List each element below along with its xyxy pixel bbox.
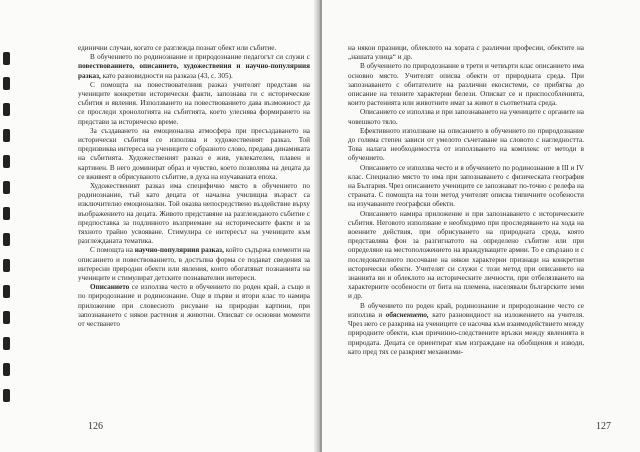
text-run: се използва често в обучението по роден край, а също и по природознание и родинознание. Още в първи и втори клас то намира приложение при словесното рисуване на природни картини, при запознаването с някои растения и животни. Описват се основни моменти от честването: [78, 283, 310, 329]
text-run: на някои празници, облеклото на хората с различни професии, обектите на „нашата улица“ и др.: [348, 44, 584, 62]
binding-hole: [3, 129, 10, 142]
text-run: като разновидности на разказа (43, с. 305).: [100, 71, 233, 80]
text-run: който съдържа елементи на описанието и повествованието, в достъпна форма се подават сведения за интересни природни обекти или явления, които обогатяват познанията на учениците и стимулират детските познавателни интереси.: [78, 246, 310, 283]
text-run: За създаването на емоционална атмосфера при пресъздаването на исторически събития се използва и художественият разказ. Той предизвиква интереса на учениците с образното слово, предава динамиката на събитията. Художественият разказ е жив, увлекателен, плавен и картинен. В него доминират образ и чувство, което позволява на децата да се вживеят в обрисуваното събитие, в духа на изучаваната епоха.: [78, 126, 310, 181]
text-run: като разновидност на изложението на учителя. Чрез него се разкрива на учениците се насочва към взаимодействието между природните обекти, към причинно-следствените връзки между явленията в природата. Децата се ориентират към изграждане на обобщения и изводи, като пред тях се разкрият механизми-: [348, 310, 585, 356]
text-run: Описанието се използва и при запознаването на учениците с органите на човешкото тяло.: [348, 108, 584, 126]
text-run: В обучението по родинознание и природознание педагогът си служи с: [90, 53, 310, 62]
text-run: Описанието намира приложение и при запознаването с историческите събития. Неговото използване е необходимо при проследяването на хода на военните действия, при обрисуването на природната среда, която представлява фон за разгигнатото на определено събитие или при определяне на местоположението на враждуващите армии. То е свързано и с последователното посочване на някои характерни признаци на конкретни исторически обекти. Учителят си служи с този метод при описанието на знанията ви и облеклото на историческите личности, при отбелязването на характерните особености от бита на племена, населявали българските земи и др.: [348, 209, 584, 301]
spiral-binding: [0, 0, 18, 452]
text-run: В обучението по роден край, родинознание и природознание често се използва и: [348, 301, 584, 319]
text-run: Описанието се използва често и в обучението по родинознание в III и IV клас. Специално място то има при запознаването с физическата география на България. Чрез описанието учениците се запознават по-точно с релефа на страната. С помощта на този метод учителят описва типичните особености на изучаваните географски обекти.: [348, 163, 584, 209]
text-run: С помощта на повествователния разказ учителят представя на учениците конкретни исторически факти, запознава ги с исторические събития и явления. Използването на повествованието дава възможност да се проследи хронологията на събитията, което улеснява формирането на представи за историческо време.: [78, 80, 310, 126]
paragraph: [78, 246, 310, 283]
binding-hole: [3, 181, 10, 194]
paragraph: [78, 53, 310, 81]
paragraph: [348, 302, 584, 357]
paragraph: [78, 127, 310, 182]
paragraph: [78, 283, 310, 329]
binding-hole: [3, 285, 10, 298]
binding-hole: [3, 233, 10, 246]
binding-hole: [3, 103, 10, 116]
right-page-text: [348, 44, 584, 357]
right-page: [322, 0, 640, 452]
binding-hole: [3, 207, 10, 220]
left-page-number: 126: [88, 421, 103, 432]
binding-hole: [3, 52, 10, 65]
binding-hole: [3, 155, 10, 168]
left-page: [0, 0, 318, 452]
italic-term: обяснението,: [385, 310, 429, 319]
binding-hole: [3, 311, 10, 324]
text-run: Ефективното използване на описанието в обучението по природознание до голяма степен зависи от умелото съчетаване на словото с нагледността. Това налага необходимостта от използването на комплекс от методи в обучението.: [348, 126, 584, 163]
paragraph: [348, 210, 584, 302]
text-run: Художественият разказ има специфично място в обучението по родинознание, тъй като децата от начална училищна възраст са изключително емоционални. Той оказва непосредствено въздействие върху въображението на децата. Живото представяне на разглежданото събитие с предпоставка за подлинното възприемане на историческите факти и за тяхното трайно усвояване. Стимулира се интересът на учениците към разглежданата тематика.: [78, 182, 310, 246]
left-page-text: [78, 44, 310, 329]
paragraph: [348, 108, 584, 126]
binding-hole: [3, 389, 10, 402]
binding-hole: [3, 259, 10, 272]
paragraph: [348, 164, 584, 210]
binding-hole: [3, 337, 10, 350]
bold-term: научно-популярния разказ,: [134, 246, 224, 255]
bold-term: Описанието: [90, 283, 130, 292]
paragraph: [348, 62, 584, 108]
paragraph: [348, 127, 584, 164]
binding-hole: [3, 363, 10, 376]
paragraph: [348, 44, 584, 62]
binding-hole: [3, 77, 10, 90]
paragraph: [78, 81, 310, 127]
bold-term: повествованието, описанието, художествения и научно-популярния разказ,: [78, 62, 310, 80]
text-run: В обучението по природознание в трети и четвърти клас описанието има основно място. Учителят описва обекти от природната среда. При запознаването с обитателите на различни екосистеми, се прибягва до описание на техните характерни белези. Описват се и приспособленията, които растенията или животните имат за живот в съответната среда.: [348, 62, 584, 108]
text-run: единични случаи, когато се разглежда познат обект или събитие.: [78, 44, 277, 52]
paragraph: [78, 182, 310, 246]
text-run: С помощта на: [90, 246, 135, 255]
paragraph: [78, 44, 310, 53]
right-page-number: 127: [596, 421, 611, 432]
